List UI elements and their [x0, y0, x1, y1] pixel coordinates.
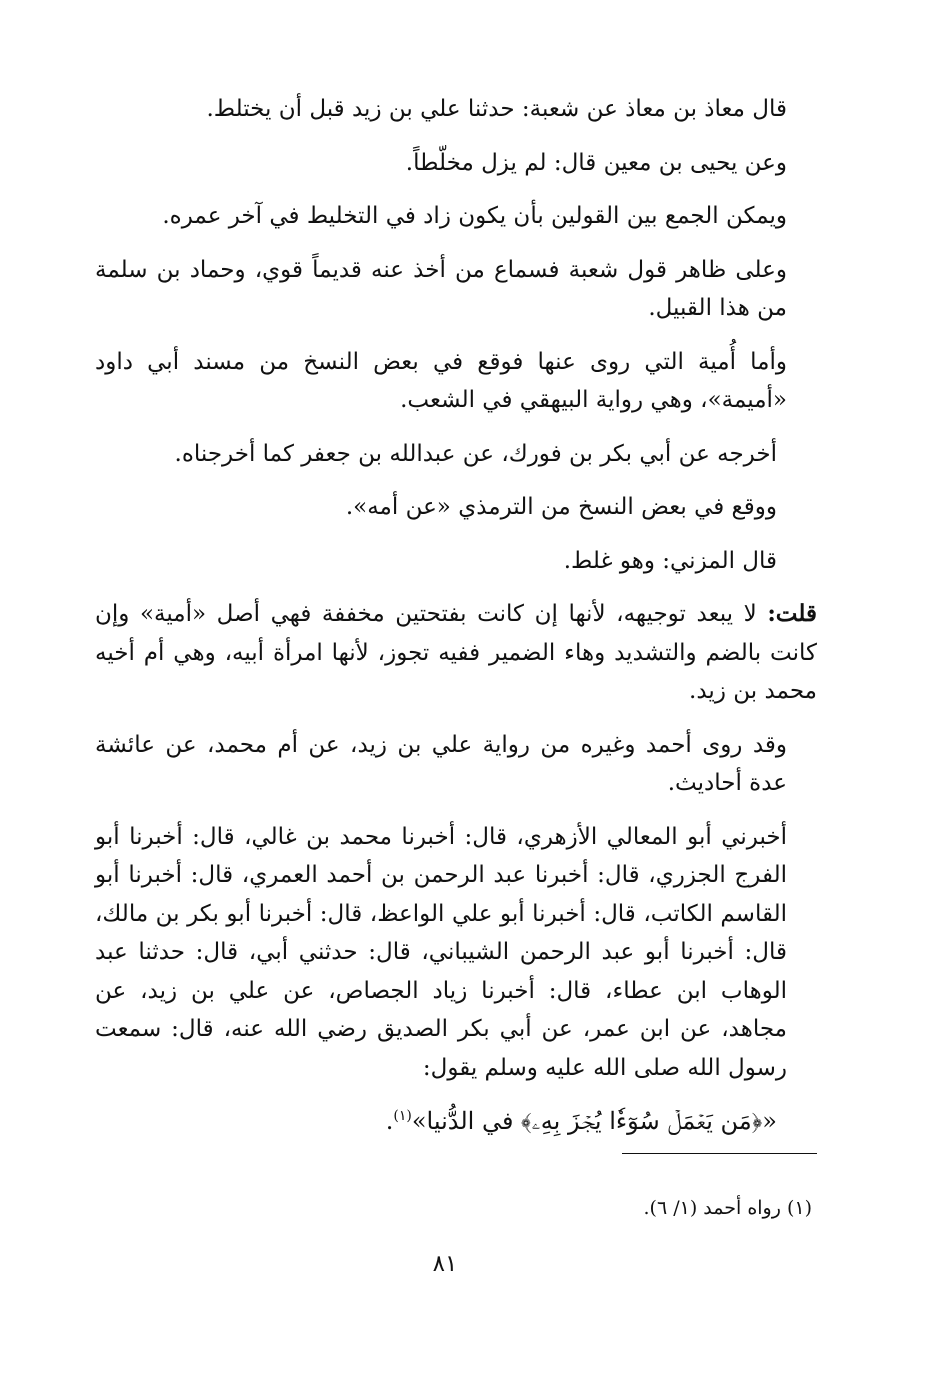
- qult-text: لا يبعد توجيهه، لأنها إن كانت بفتحتين مخففة فهي أصل «أمية» وإن كانت بالضم والتشديد وهاء الضمير ففيه تجوز، لأنها امرأة أبيه، وهي أم أخيه محمد بن زيد.: [95, 601, 817, 704]
- main-text: [95, 90, 817, 1156]
- page-number: ٨١: [432, 1251, 458, 1277]
- paragraph: ووقع في بعض النسخ من الترمذي «عن أمه».: [345, 494, 777, 520]
- isnad-paragraph: أخبرني أبو المعالي الأزهري، قال: أخبرنا محمد بن غالي، قال: أخبرنا أبو الفرج الجزري، قال: أخبرنا عبد الرحمن بن أحمد العمري، قال: أخبرنا أبو القاسم الكاتب، قال: أخبرنا أبو علي الواعظ، قال: أخبرنا أبو بكر بن مالك، قال: أخبرنا أبو عبد الرحمن الشيباني، قال: حدثني أبي، قال: حدثنا عبد الوهاب ابن عطاء، قال: أخبرنا زياد الجصاص، عن علي بن زيد، عن مجاهد، عن ابن عمر، عن أبي بكر الصديق رضي الله عنه، قال: سمعت رسول الله صلى الله عليه وسلم يقول:: [95, 823, 787, 1081]
- quote-text: «﴿مَن يَعۡمَلۡ سُوٓءٗا يُجۡزَ بِهِۦ﴾ في الدُّنيا»: [411, 1107, 777, 1135]
- paragraph: ويمكن الجمع بين القولين بأن يكون زاد في التخليط في آخر عمره.: [162, 203, 787, 229]
- paragraph: وعن يحيى بن معين قال: لم يزل مخلّطاً.: [405, 149, 787, 176]
- footnote-divider: [622, 1153, 817, 1154]
- qult-paragraph: [95, 595, 817, 711]
- paragraph: وعلى ظاهر قول شعبة فسماع من أخذ عنه قديماً قوي، وحماد بن سلمة من هذا القبيل.: [95, 256, 787, 321]
- quran-quote: [95, 1102, 817, 1141]
- paragraph: قال معاذ بن معاذ عن شعبة: حدثنا علي بن زيد قبل أن يختلط.: [206, 96, 787, 122]
- qult-label: قلت:: [767, 600, 817, 627]
- paragraph: وقد روى أحمد وغيره من رواية علي بن زيد، عن أم محمد، عن عائشة عدة أحاديث.: [95, 731, 787, 796]
- paragraph: قال المزني: وهو غلط.: [563, 547, 777, 574]
- paragraph: أخرجه عن أبي بكر بن فورك، عن عبدالله بن جعفر كما أخرجناه.: [174, 440, 777, 467]
- quote-end: .: [385, 1107, 394, 1135]
- footnote: (١) رواه أحمد (١/ ٦).: [643, 1197, 812, 1219]
- footnote-marker: (١): [393, 1108, 412, 1124]
- paragraph: وأما أُمية التي روى عنها فوقع في بعض النسخ من مسند أبي داود «أميمة»، وهي رواية البيهقي في الشعب.: [95, 348, 787, 413]
